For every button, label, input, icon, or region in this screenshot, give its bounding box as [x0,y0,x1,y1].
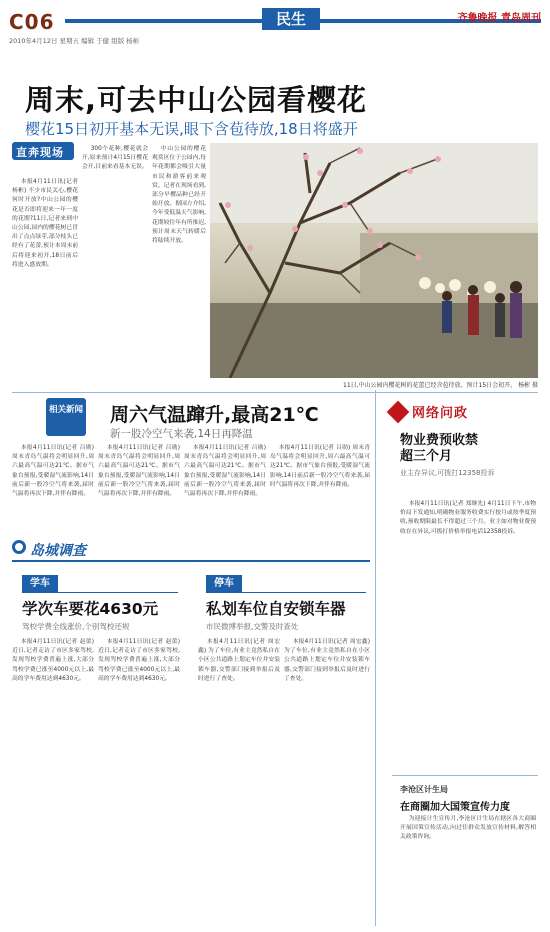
sidebar-bottom-body: 为迎接计生宣传月,李沧区计生局在辖区各大商圈开展国策宣传活动,向过往群众发放宣传材料,解答相关政策咨询。 [400,816,536,841]
investigation-banner [12,540,370,562]
weather-column-1: 本报4月11日讯(记者 吕勋) 周末青岛气温将会明显回升,周六最高气温可达21℃。据市气象台预报,受暖湿气流影响,14日前后新一股冷空气将来袭,届时气温将再次下降,并伴有降雨。 [12,445,94,498]
main-column-3: 中山公园的樱花观赏区位于公园内,每年花期都会吸引大量市民和游客前来观赏。记者在现场看到,部分早樱品种已经开始开放。据园方介绍,今年受低温天气影响,花期较往年有所推迟,预计周末天气转暖后将陆续开放。 [152,146,206,245]
cherry-blossom-photo [210,143,538,378]
target-icon [12,540,26,554]
sidebar-divider [392,775,538,776]
page-header [9,6,541,45]
story2-rule [206,592,366,593]
weather-column-4: 本报4月11日讯(记者 吕勋) 周末青岛气温将会明显回升,周六最高气温可达21℃。据市气象台预报,受暖湿气流影响,14日前后新一股冷空气将来袭,届时气温将再次下降,并伴有降雨。 [270,445,370,488]
diamond-icon [387,401,410,424]
main-subhead: 樱花15日初开基本无误,眼下含苞待放,18日将盛开 [25,120,358,138]
page-code: C06 [9,10,55,34]
story1-column-2: 本报4月11日讯(记者 赵蕾) 近日,记者走访了市区多家驾校,发现驾校学费普遍上涨,大部分驾校学费已涨至4000元以上,最高的学车费用达到4630元。 [98,639,180,682]
brand-logo: 齐鲁晚报 青岛周刊 [457,13,541,24]
weather-headline: 周六气温蹿升,最高21℃ [110,404,319,426]
sidebar-bottom-label: 李沧区计生局 [400,785,448,794]
investigation-title: 岛城调查 [30,543,86,559]
sidebar-headline-1: 物业费预收禁超三个月 [400,433,479,464]
story1-headline: 学次车要花4630元 [22,600,159,618]
issue-meta: 2010年4月12日 星期五 编辑 于健 组版 杨彬 [9,37,140,45]
story2-headline: 私划车位自安锁车器 [206,600,346,618]
weather-column-2: 本报4月11日讯(记者 吕勋) 周末青岛气温将会明显回升,周六最高气温可达21℃。据市气象台预报,受暖湿气流影响,14日前后新一股冷空气将来袭,届时气温将再次下降,并伴有降雨。 [98,445,180,498]
main-column-2: 300个花种,樱花就会开,原来预计4月15日樱花会开,目前来看基本无误。 [82,146,148,171]
story2-column-1: 本报4月11日讯(记者 周宏鑫) 为了车位,有业主竟然私自在小区公共道路上划定车位并安装锁车器,交警部门接到举报后及时进行了查处。 [198,639,280,682]
weather-column-3: 本报4月11日讯(记者 吕勋) 周末青岛气温将会明显回升,周六最高气温可达21℃。据市气象台预报,受暖湿气流影响,14日前后新一股冷空气将来袭,届时气温将再次下降,并伴有降雨。 [184,445,266,498]
sidebar-tag: 网络问政 [390,402,510,424]
photo-caption: 11日,中山公园内樱花树的花蕾已经含苞待放。预计15日会初开。 杨彬 摄 [343,382,538,389]
section-title: 民生 [262,8,320,30]
story1-column-1: 本报4月11日讯(记者 赵蕾) 近日,记者走访了市区多家驾校,发现驾校学费普遍上涨,大部分驾校学费已涨至4000元以上,最高的学车费用达到4630元。 [12,639,94,682]
story2-column-2: 本报4月11日讯(记者 周宏鑫) 为了车位,有业主竟然私自在小区公共道路上划定车位并安装锁车器,交警部门接到举报后及时进行了查处。 [284,639,370,682]
main-column-1: 本报4月11日讯(记者 杨彬) 不少市民关心,樱花何时开放?中山公园的樱花是否即将迎来一年一度的花期?11日,记者来到中山公园,园内的樱花树已冒出了点点绿芽,部分枝头已经有了花蕾,预计本周末前后将迎来初开,18日前后将进入盛放期。 [12,179,78,268]
related-news-tag: 相关新闻 [46,398,86,436]
photo-illustration [210,143,538,378]
divider-vertical [375,390,376,926]
story2-subhead: 市民微博举报,交警及时查处 [206,622,299,631]
main-headline: 周末,可去中山公园看樱花 [25,83,368,117]
story1-label: 学车 [22,575,58,593]
sidebar-bottom-headline: 在商圈加大国策宣传力度 [400,802,510,813]
story1-rule [22,592,178,593]
onsite-tag: 直奔现场 [12,142,74,178]
sidebar-subhead: 业主存异议,可拨打12358投诉 [400,469,495,477]
weather-subhead: 新一股冷空气来袭,14日再降温 [110,428,253,440]
sidebar-body: 本报4月11日讯(记者 郑继先) 4月11日下午,市物价局下发通知,明确物业服务收费实行按月或按季度预收,预收期限最长不得超过三个月。业主如对物业费预收存在异议,可拨打价格举报电话12358投诉。 [400,501,536,535]
divider-horizontal [12,392,538,393]
story1-subhead: 驾校学费全线涨价,个别驾校还规 [22,622,130,631]
story2-label: 停车 [206,575,242,593]
